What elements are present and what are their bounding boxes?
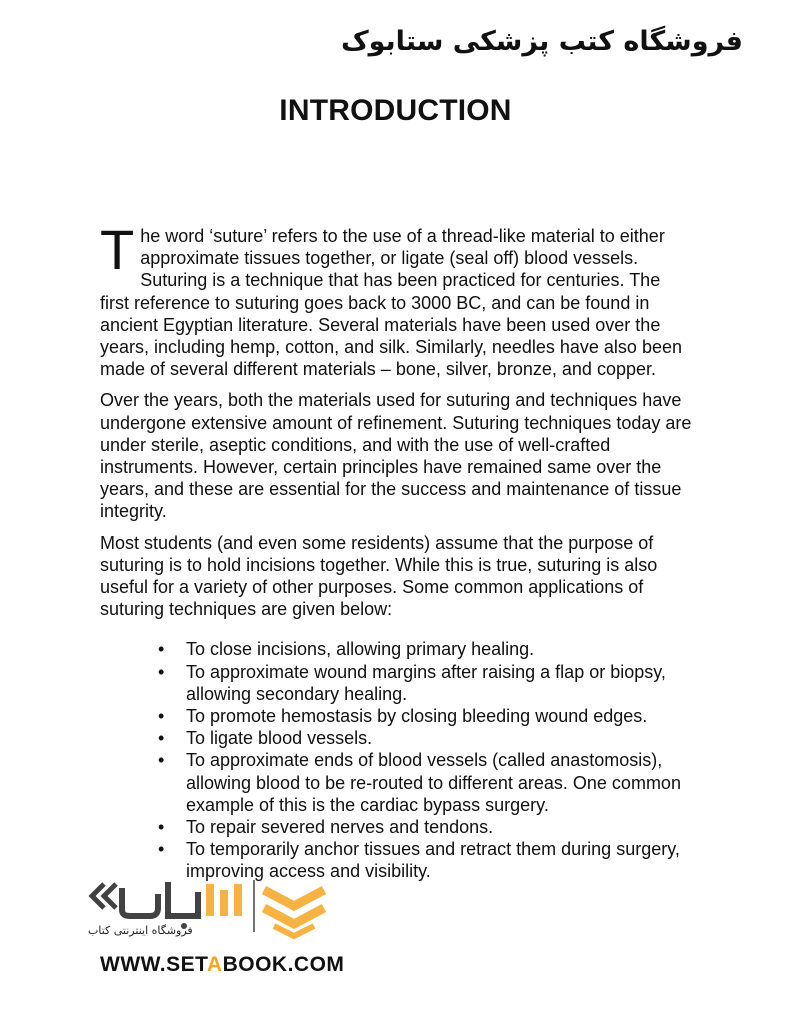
drop-cap: T <box>100 218 135 281</box>
list-item: • To ligate blood vessels. <box>186 727 692 749</box>
paragraph-2: Over the years, both the materials used for suturing and techniques have undergone extensive amount of refinement. Suturing techniques today are under sterile, aseptic conditions, and with the use of well-crafted instruments. However, certain principles have remained same over the years, and these are essential for the success and maintenance of tissue integrity. <box>100 390 692 522</box>
applications-list <box>100 638 692 882</box>
page-title: INTRODUCTION <box>279 94 512 127</box>
site-url <box>100 953 344 977</box>
body-text <box>100 218 692 883</box>
list-item: • To approximate wound margins after raising a flap or biopsy, allowing secondary healing. <box>186 661 692 705</box>
list-item: • To promote hemostasis by closing bleeding wound edges. <box>186 705 692 727</box>
site-url-suffix: BOOK.COM <box>222 953 345 976</box>
store-header: فروشگاه کتب پزشکی ستابوک <box>340 26 743 57</box>
watermark-logo <box>88 876 348 946</box>
paragraph-1-text: he word ‘suture’ refers to the use of a thread-like material to either approximate tissues together, or ligate (seal off) blood vessels. Suturing is a technique that has been practiced for centuries. The first reference to suturing goes back to 3000 BC, and can be found in ancient Egyptian literature. Several materials have been used over the years, including hemp, cotton, and silk. Similarly, needles have also been made of several different materials – bone, silver, bronze, and copper. <box>100 226 682 380</box>
list-item: • To approximate ends of blood vessels (called anastomosis), allowing blood to be re-routed to different areas. One common example of this is the cardiac bypass surgery. <box>186 749 692 816</box>
list-item: • To repair severed nerves and tendons. <box>186 816 692 838</box>
paragraph-1 <box>100 218 692 380</box>
site-url-accent: A <box>206 953 223 976</box>
list-item: • To close incisions, allowing primary healing. <box>186 638 692 660</box>
list-item: • To temporarily anchor tissues and retract them during surgery, improving access and visibility. <box>186 838 692 882</box>
paragraph-3: Most students (and even some residents) assume that the purpose of suturing is to hold incisions together. While this is true, suturing is also useful for a variety of other purposes. Some common applications of suturing techniques are given below: <box>100 532 658 620</box>
site-url-prefix: WWW.SET <box>100 953 207 976</box>
logo-subtitle: فروشگاه اینترنتی کتاب <box>88 924 193 937</box>
